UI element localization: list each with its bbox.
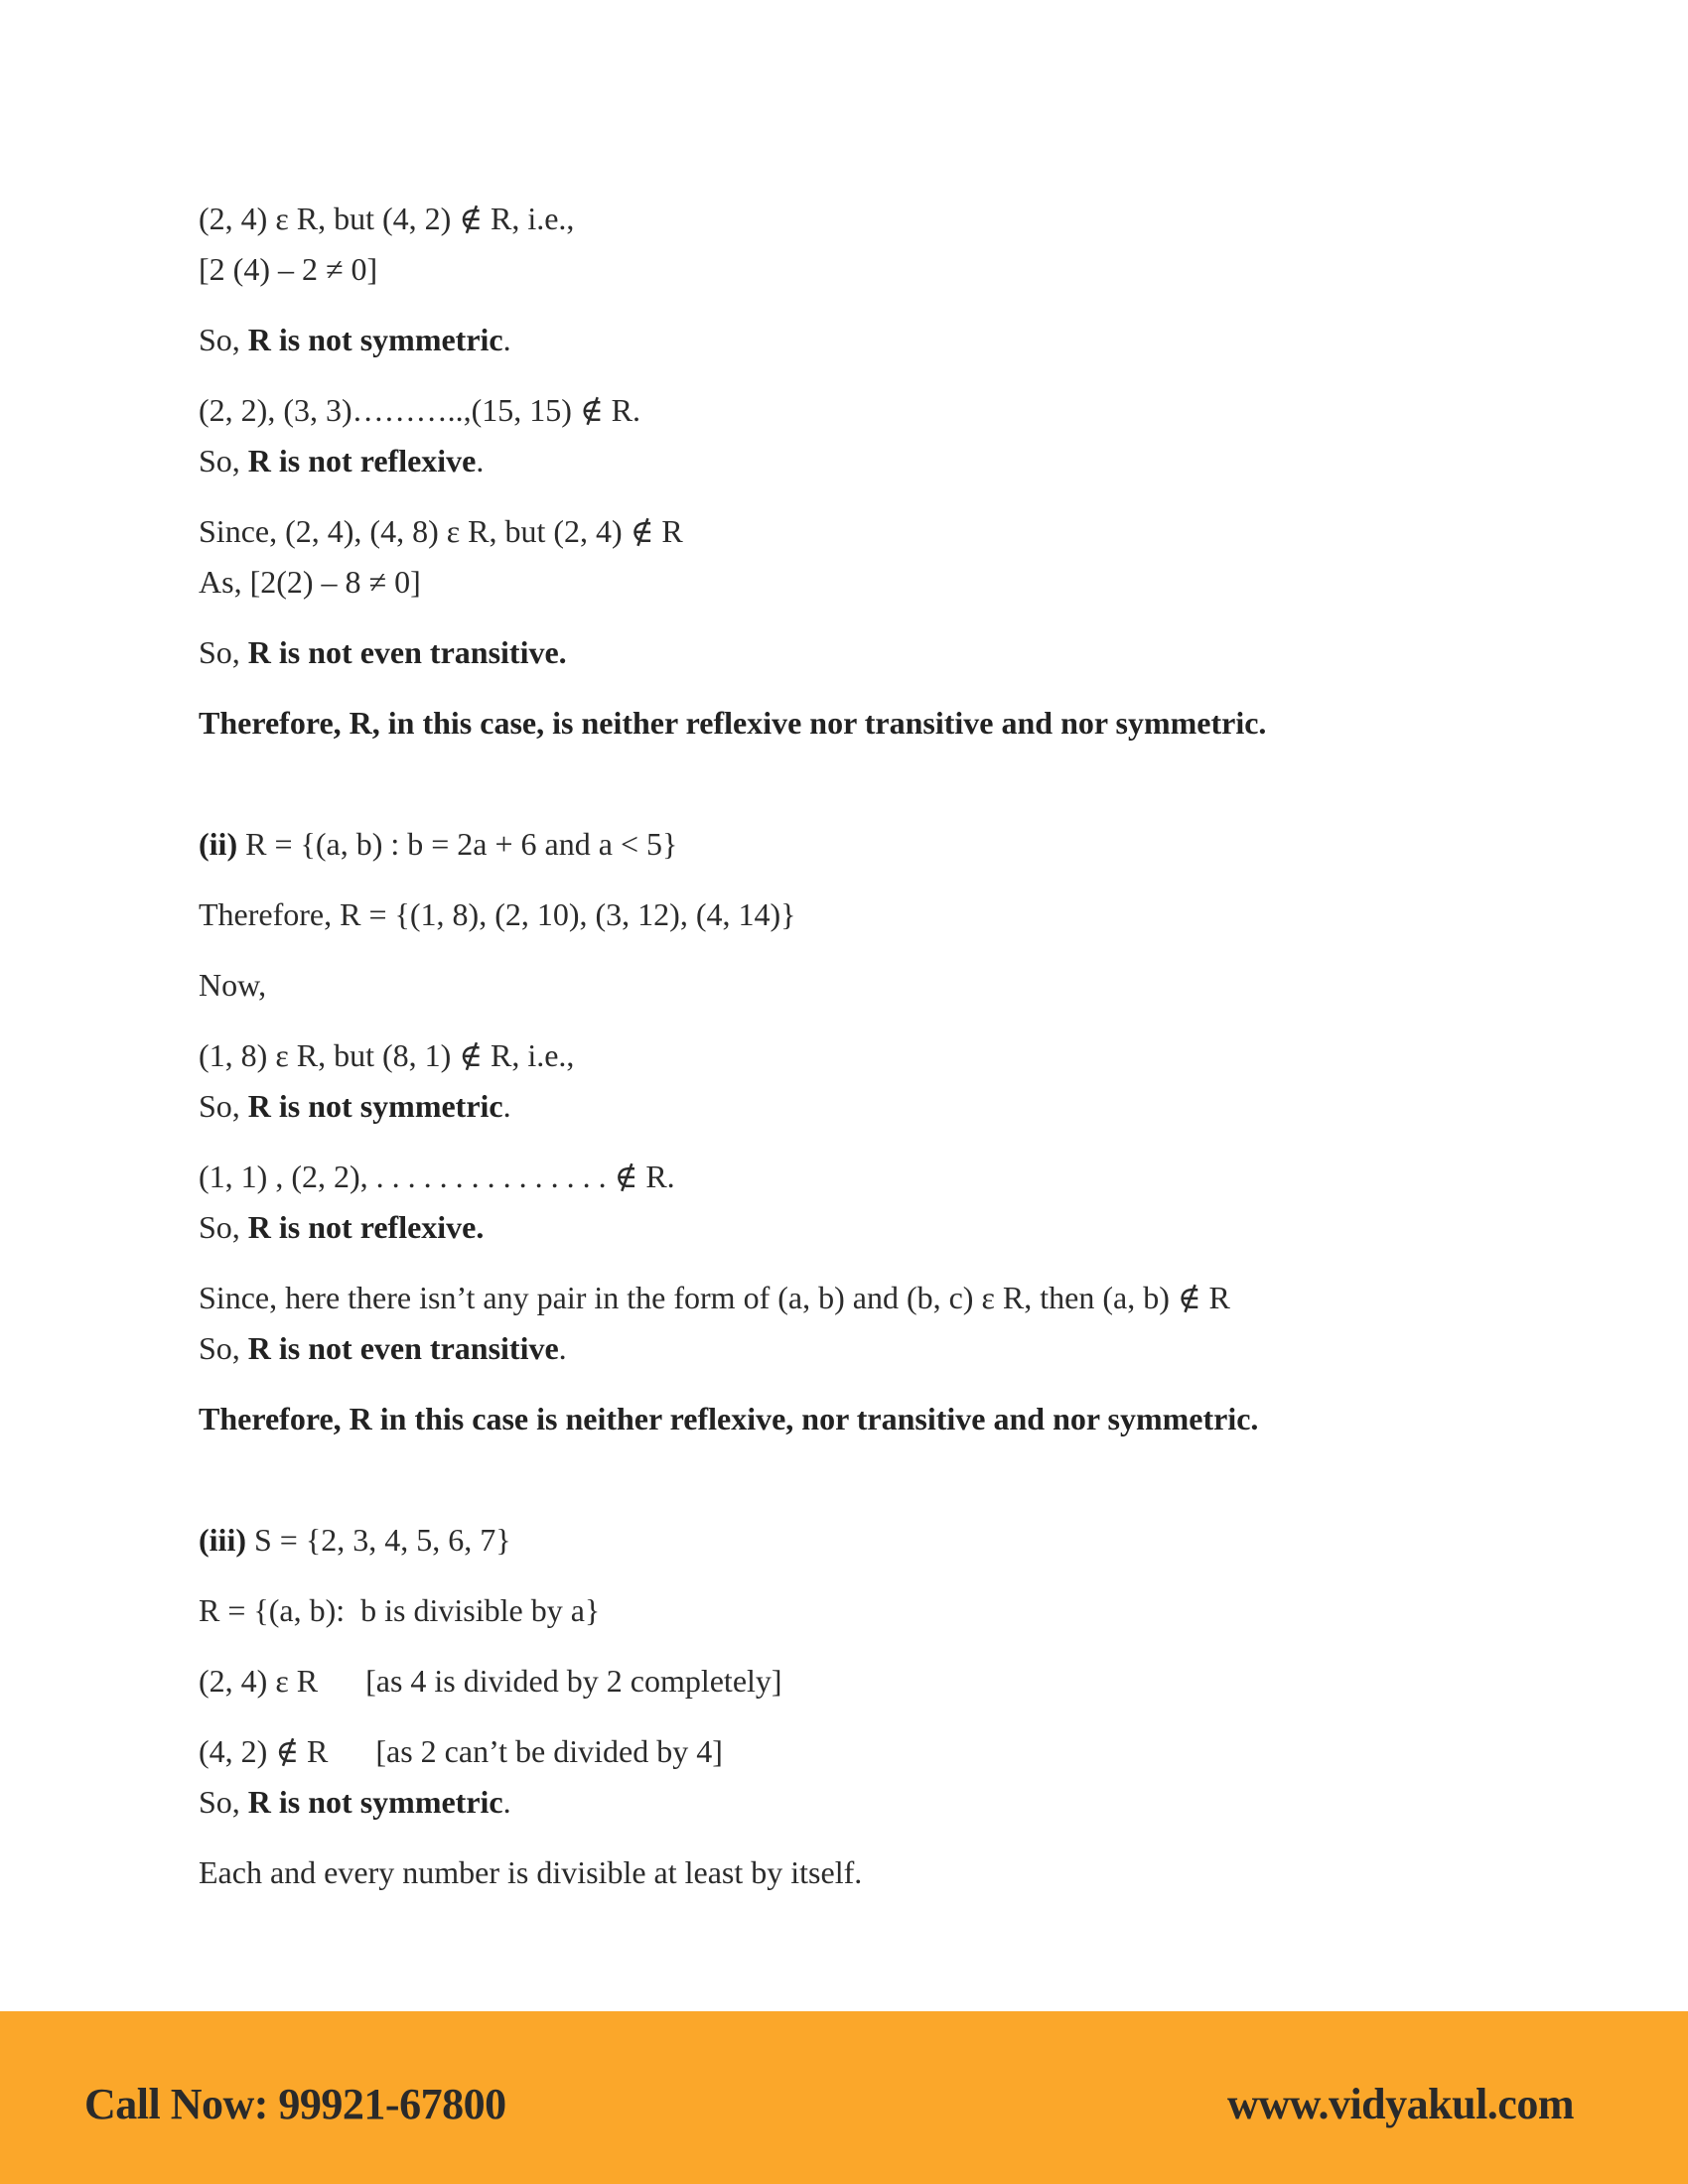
section-heading-iii: (iii) S = {2, 3, 4, 5, 6, 7} [199, 1522, 511, 1558]
footer-banner [0, 2011, 1688, 2184]
text-line: [2 (4) – 2 ≠ 0] [199, 251, 378, 287]
website-link[interactable]: www.vidyakul.com [1227, 2080, 1574, 2128]
text-line: R = {(a, b): b is divisible by a} [199, 1592, 601, 1628]
text-line: (4, 2) ∉ R [as 2 can’t be divided by 4] [199, 1733, 723, 1769]
text-line: (1, 8) ε R, but (8, 1) ∉ R, i.e., [199, 1037, 575, 1073]
final-conclusion: Therefore, R, in this case, is neither reflexive nor transitive and nor symmetric. [199, 705, 1267, 741]
conclusion-line: So, R is not even transitive. [199, 634, 567, 670]
text-line: Since, here there isn’t any pair in the form of (a, b) and (b, c) ε R, then (a, b) ∉ R [199, 1280, 1230, 1315]
section-heading-ii: (ii) R = {(a, b) : b = 2a + 6 and a < 5} [199, 826, 678, 862]
conclusion-line: So, R is not reflexive. [199, 1209, 485, 1245]
text-line: Since, (2, 4), (4, 8) ε R, but (2, 4) ∉ R [199, 513, 683, 549]
text-line: As, [2(2) – 8 ≠ 0] [199, 564, 421, 600]
call-now-text[interactable]: Call Now: 99921-67800 [84, 2080, 506, 2128]
conclusion-line: So, R is not symmetric. [199, 322, 511, 357]
conclusion-line: So, R is not even transitive. [199, 1330, 567, 1366]
conclusion-line: So, R is not reflexive. [199, 443, 485, 478]
conclusion-line: So, R is not symmetric. [199, 1784, 511, 1820]
text-line: Therefore, R = {(1, 8), (2, 10), (3, 12), (4, 14)} [199, 896, 796, 932]
document-body [199, 194, 1509, 1898]
final-conclusion: Therefore, R in this case is neither reflexive, nor transitive and nor symmetric. [199, 1401, 1259, 1436]
text-line: (2, 2), (3, 3)………..,(15, 15) ∉ R. [199, 392, 640, 428]
conclusion-line: So, R is not symmetric. [199, 1088, 511, 1124]
text-line: (2, 4) ε R, but (4, 2) ∉ R, i.e., [199, 201, 575, 236]
text-line: (2, 4) ε R [as 4 is divided by 2 completely] [199, 1663, 782, 1699]
text-line: Each and every number is divisible at least by itself. [199, 1854, 863, 1890]
text-line: (1, 1) , (2, 2), . . . . . . . . . . . . . . . ∉ R. [199, 1159, 675, 1194]
text-line: Now, [199, 967, 267, 1003]
